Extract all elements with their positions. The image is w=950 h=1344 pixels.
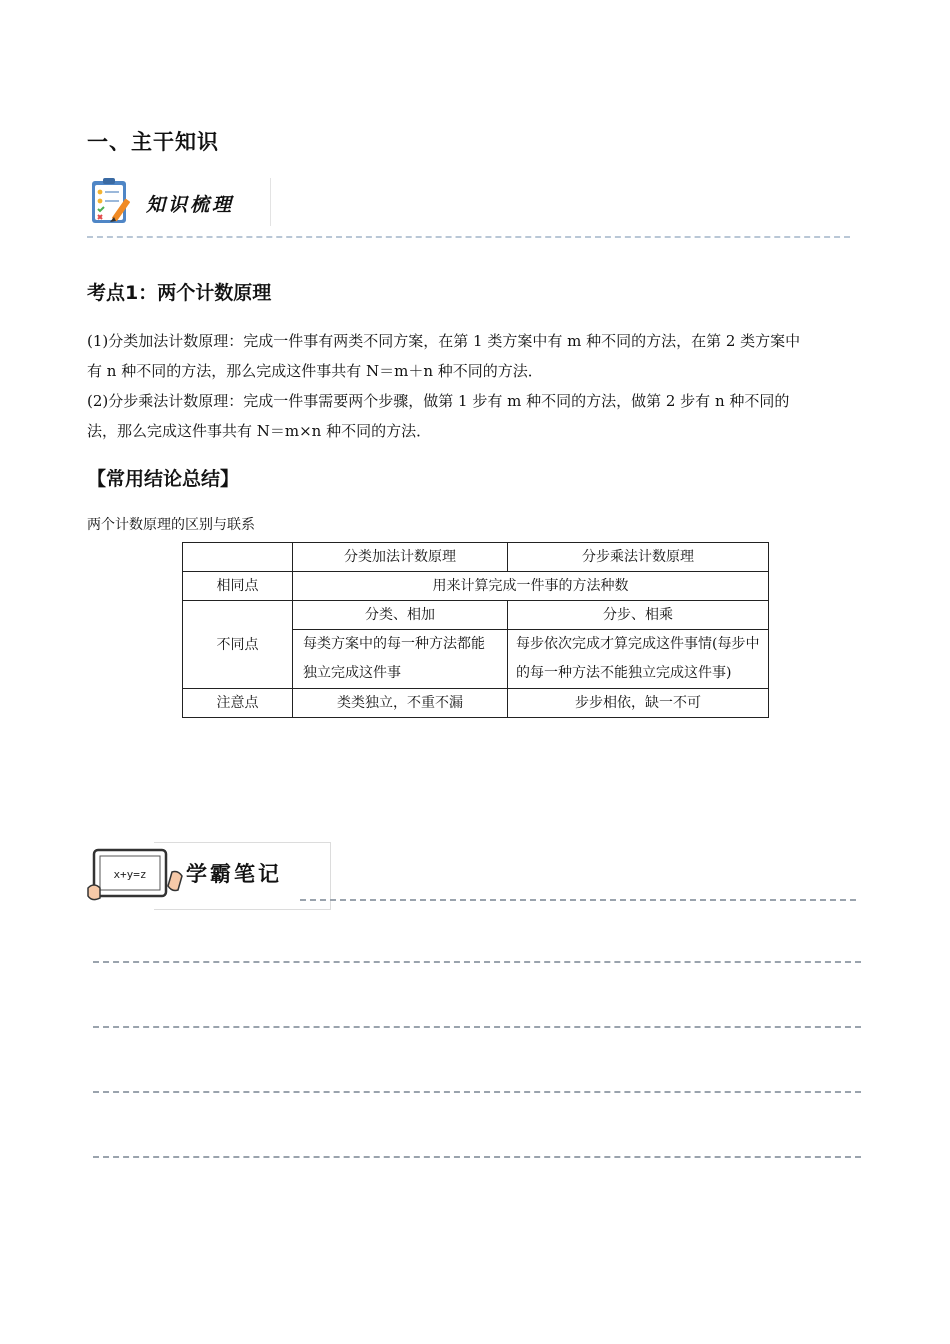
note-line — [93, 1156, 861, 1158]
note-line — [300, 899, 856, 901]
table-cell: 分类、相加 — [293, 601, 508, 630]
paragraph-multiplication-principle — [87, 386, 865, 446]
table-header: 分步乘法计数原理 — [508, 543, 769, 572]
table-cell: 步步相依，缺一不可 — [508, 689, 769, 718]
section-title: 一、主干知识 — [87, 130, 219, 154]
knowledge-banner-label: 知识梳理 — [146, 194, 235, 216]
kaodian-title: 考点1：两个计数原理 — [87, 282, 272, 304]
paragraph-line: (2)分步乘法计数原理：完成一件事需要两个步骤，做第 1 步有 m 种不同的方法，做第 2 步有 n 种不同的 — [87, 392, 790, 410]
checklist-icon — [88, 176, 138, 228]
table-cell: 每类方案中的每一种方法都能独立完成这件事 — [293, 630, 508, 689]
notes-banner — [86, 838, 332, 910]
paragraph-line: 有 n 种不同的方法，那么完成这件事共有 N＝m＋n 种不同的方法． — [87, 362, 543, 380]
table-cell: 分步、相乘 — [508, 601, 769, 630]
notes-banner-label: 学霸笔记 — [186, 862, 282, 886]
table-caption: 两个计数原理的区别与联系 — [87, 517, 255, 533]
paragraph-line: (1)分类加法计数原理：完成一件事有两类不同方案，在第 1 类方案中有 m 种不同的方法，在第 2 类方案中 — [87, 332, 801, 350]
table-row — [183, 689, 769, 718]
table-cell: 用来计算完成一件事的方法种数 — [293, 572, 769, 601]
summary-title: 【常用结论总结】 — [87, 468, 240, 490]
row-label: 相同点 — [183, 572, 293, 601]
note-line — [93, 1026, 861, 1028]
table-cell: 类类独立，不重不漏 — [293, 689, 508, 718]
table-row — [183, 572, 769, 601]
knowledge-banner — [88, 176, 272, 228]
table-row — [183, 601, 769, 630]
table-cell: 每步依次完成才算完成这件事情(每步中的每一种方法不能独立完成这件事) — [508, 630, 769, 689]
note-line — [93, 1091, 861, 1093]
paragraph-addition-principle — [87, 326, 865, 386]
comparison-table — [182, 542, 769, 718]
table-cell-empty — [183, 543, 293, 572]
board-text: x+y=z — [113, 868, 147, 881]
row-label: 注意点 — [183, 689, 293, 718]
note-line — [93, 961, 861, 963]
row-label: 不同点 — [183, 601, 293, 689]
table-header: 分类加法计数原理 — [293, 543, 508, 572]
table-row — [183, 543, 769, 572]
divider — [87, 236, 850, 238]
paragraph-line: 法，那么完成这件事共有 N＝m×n 种不同的方法． — [87, 422, 432, 440]
